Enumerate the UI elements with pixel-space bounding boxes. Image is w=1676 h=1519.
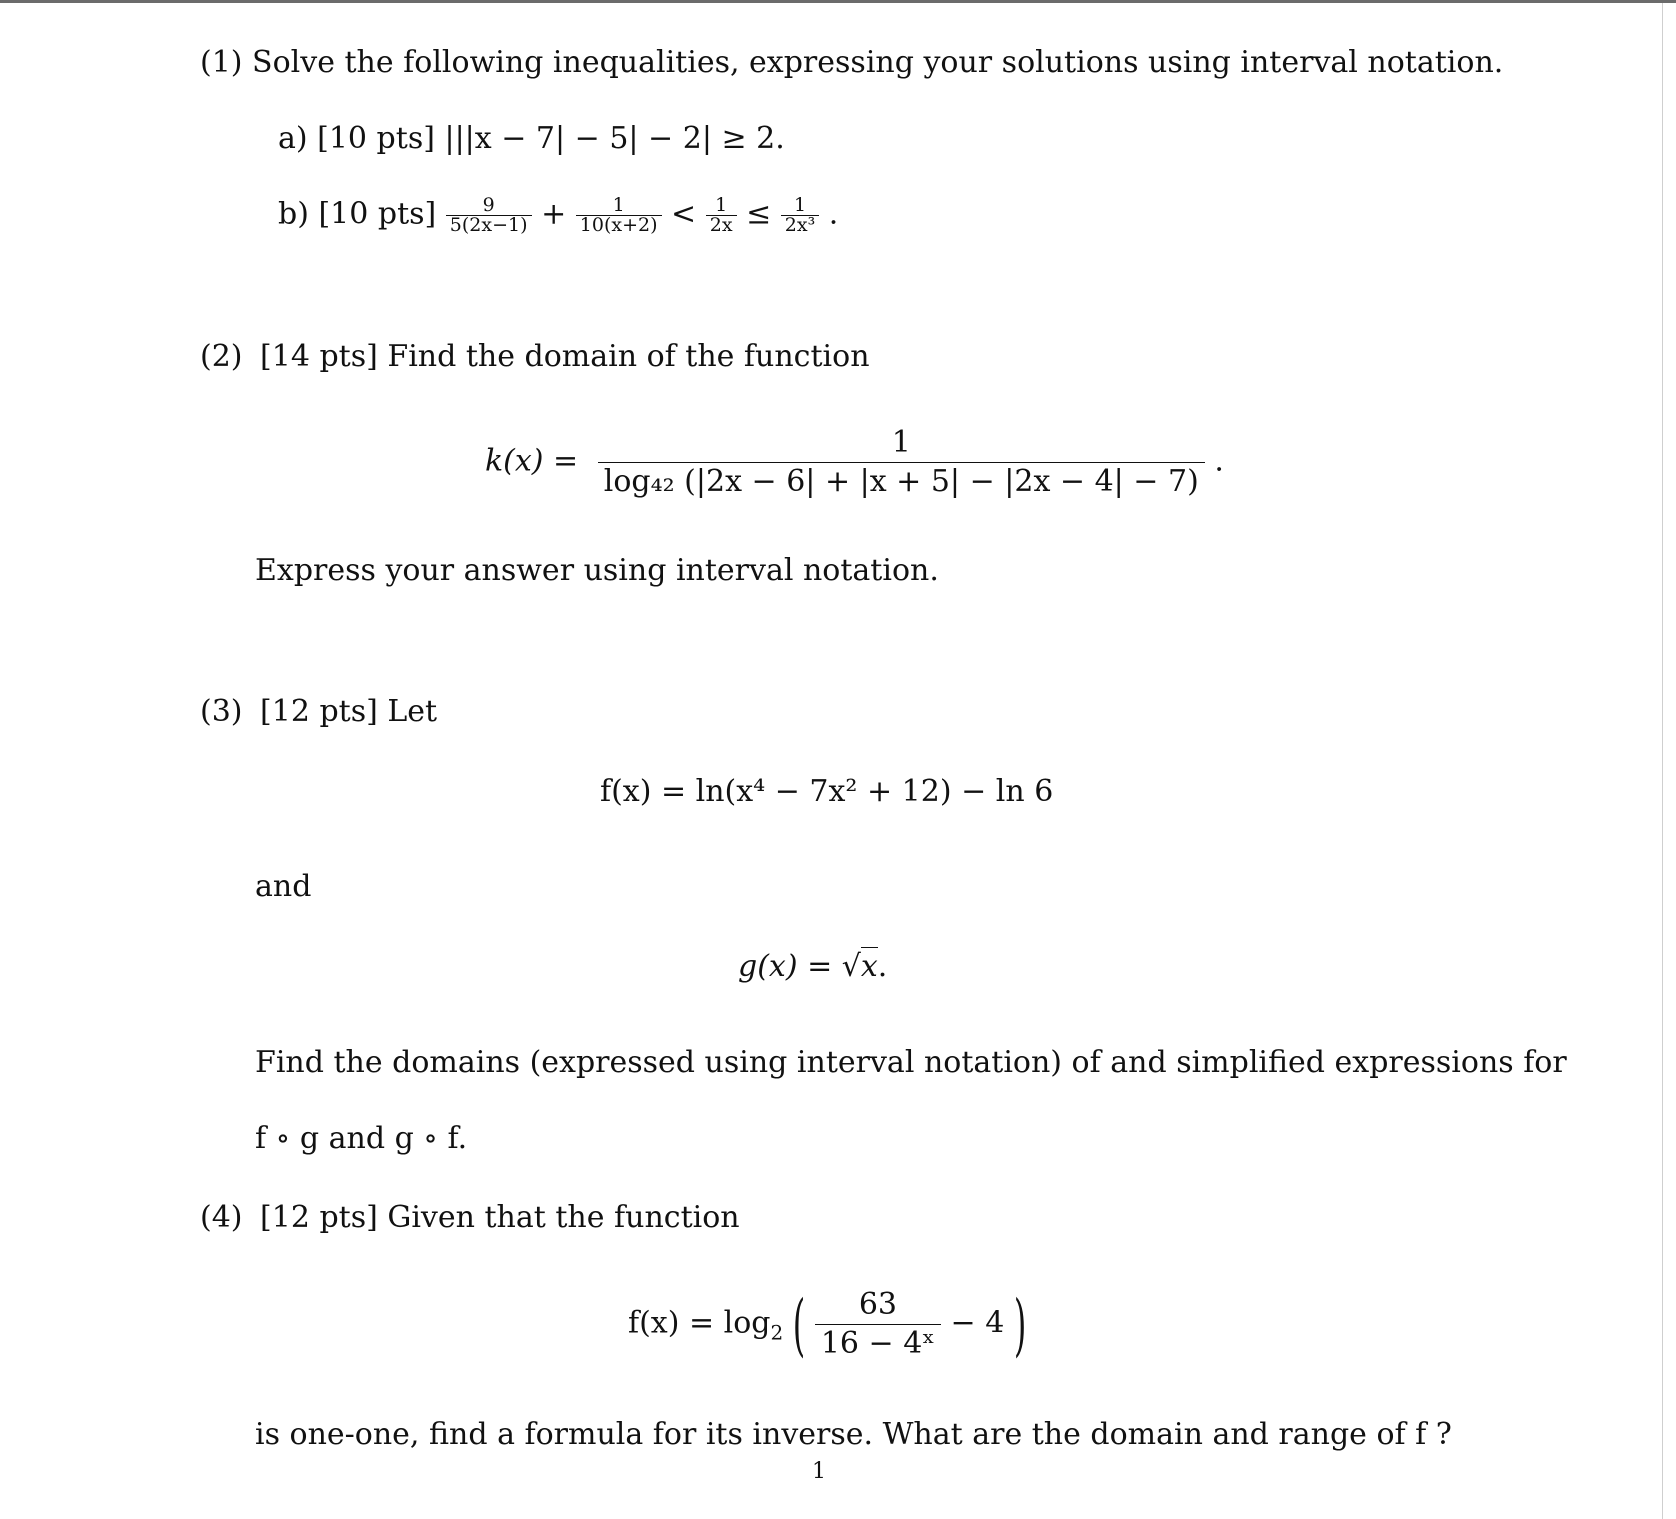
q1b-less-than: < — [671, 196, 697, 232]
q1b-fraction-4-numerator: 1 — [793, 194, 807, 216]
q3-heading — [200, 694, 438, 729]
q3-f-formula: f(x) = ln(x⁴ − 7x² + 12) − ln 6 — [600, 774, 1054, 809]
q1b-fraction-4-denominator: 2x³ — [784, 214, 816, 236]
q1b-fraction-3-denominator: 2x — [709, 214, 733, 236]
sqrt-symbol: √ — [841, 949, 861, 984]
q3-g-lhs: g(x) = — [738, 949, 842, 984]
q1a-points: [10 pts] — [317, 121, 435, 156]
top-border — [0, 0, 1676, 3]
right-paren: ) — [1013, 1284, 1027, 1365]
q2-points: [14 pts] — [260, 339, 378, 374]
q1b-fraction-1-denominator: 5(2x−1) — [449, 214, 528, 236]
q4-denominator: 16 − 4ˣ — [820, 1326, 935, 1361]
q2-formula — [485, 424, 1224, 501]
q1b-points: [10 pts] — [318, 196, 437, 232]
q3-g-radicand: x — [860, 949, 878, 984]
q1b-label: b) — [278, 196, 309, 232]
q3-text: Let — [387, 694, 438, 729]
q1b-fraction-2-denominator: 10(x+2) — [579, 214, 658, 236]
q3-label: (3) — [200, 694, 243, 729]
q1-text: Solve the following inequalities, expressing your solutions using interval notation. — [252, 45, 1504, 80]
q2-lhs: k(x) = — [485, 443, 579, 479]
q4-lhs: f(x) = log — [628, 1305, 771, 1341]
q4-minus-four: − 4 — [950, 1305, 1005, 1341]
q1b-fraction-1 — [446, 196, 532, 235]
q4-text: Given that the function — [387, 1200, 740, 1235]
q4-fraction — [815, 1286, 941, 1363]
q3-and: and — [255, 869, 312, 904]
q1b-fraction-3 — [706, 196, 737, 235]
q1b-period: . — [828, 196, 839, 232]
page-number: 1 — [812, 1459, 826, 1484]
q4-points: [12 pts] — [260, 1200, 378, 1235]
q1b-plus: + — [541, 196, 567, 232]
q4-label: (4) — [200, 1200, 243, 1235]
q2-period: . — [1214, 443, 1224, 479]
q2-heading — [200, 339, 870, 374]
q1b-fraction-1-numerator: 9 — [482, 194, 495, 216]
q1a-label: a) — [278, 121, 308, 156]
q1b-fraction-4 — [781, 196, 819, 235]
q2-instruction: Express your answer using interval notation. — [255, 553, 939, 588]
q1b-fraction-2-numerator: 1 — [612, 194, 625, 216]
q1b-fraction-2 — [576, 196, 662, 235]
q1-heading — [200, 45, 1504, 80]
q1a — [278, 121, 785, 156]
q1b-less-equal: ≤ — [746, 196, 772, 232]
q2-fraction — [598, 424, 1205, 501]
q4-log-base: 2 — [770, 1320, 784, 1345]
q4-numerator: 63 — [858, 1287, 897, 1322]
q3-g-formula — [738, 949, 888, 984]
q2-label: (2) — [200, 339, 243, 374]
left-paren: ( — [792, 1284, 806, 1365]
q4-formula — [628, 1286, 1026, 1363]
q3-points: [12 pts] — [260, 694, 378, 729]
q2-text: Find the domain of the function — [387, 339, 870, 374]
q1b-fraction-3-numerator: 1 — [715, 194, 728, 216]
q3-instruction-2: f ∘ g and g ∘ f. — [255, 1121, 468, 1156]
q3-instruction-1: Find the domains (expressed using interval notation) of and simplified expressions for — [255, 1045, 1567, 1080]
q4-instruction: is one-one, find a formula for its inverse. What are the domain and range of f ? — [255, 1417, 1452, 1452]
q2-denominator: log₄₂ (|2x − 6| + |x + 5| − |2x − 4| − 7) — [603, 464, 1199, 499]
q1-label: (1) — [200, 45, 243, 80]
q1a-expression: |||x − 7| − 5| − 2| ≥ 2. — [444, 121, 785, 156]
q2-numerator: 1 — [891, 425, 911, 460]
q3-g-period: . — [877, 949, 888, 984]
q1b — [278, 196, 838, 235]
right-border — [1662, 3, 1663, 1519]
q4-heading — [200, 1200, 740, 1235]
